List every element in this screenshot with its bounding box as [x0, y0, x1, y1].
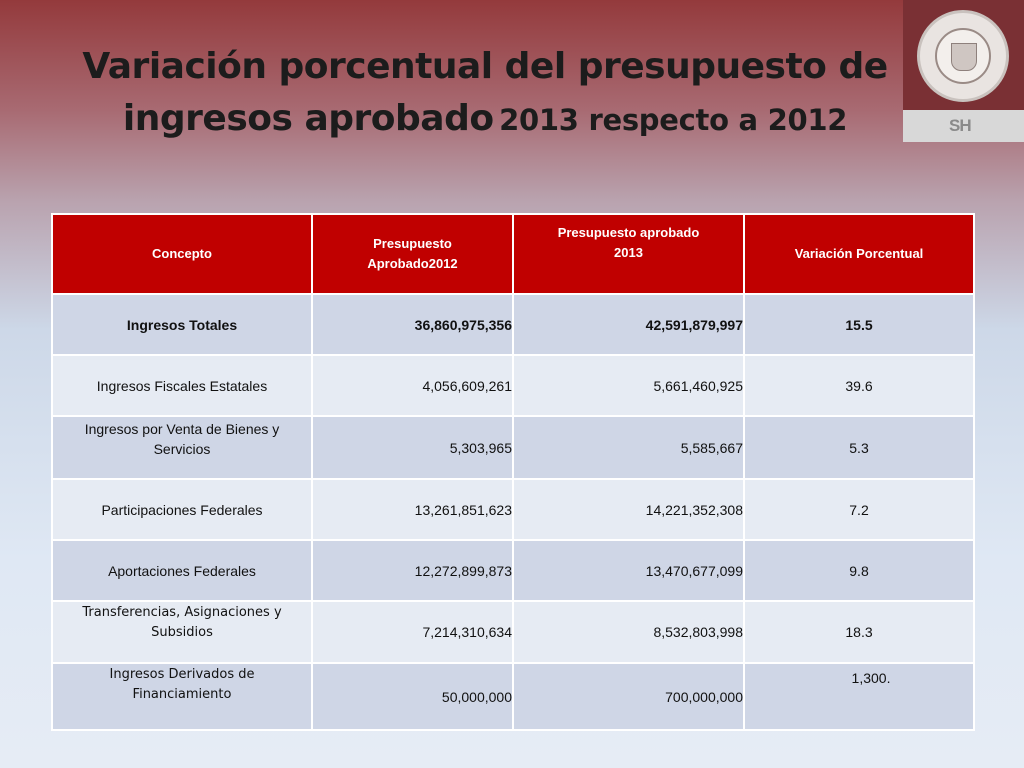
row-concepto: Transferencias, Asignaciones y Subsidios — [52, 601, 312, 663]
header-variacion: Variación Porcentual — [744, 214, 974, 294]
table-row — [52, 355, 974, 416]
row-p2012: 7,214,310,634 — [312, 601, 513, 663]
shield-icon — [951, 43, 977, 71]
table-row — [52, 601, 974, 663]
row-p2013: 42,591,879,997 — [513, 294, 744, 355]
row-p2012: 13,261,851,623 — [312, 479, 513, 540]
row-concepto: Aportaciones Federales — [52, 540, 312, 601]
row-variacion: 7.2 — [744, 479, 974, 540]
table-row — [52, 663, 974, 730]
row-concepto: Participaciones Federales — [52, 479, 312, 540]
row-concepto: Ingresos Totales — [52, 294, 312, 355]
table-row — [52, 540, 974, 601]
row-variacion: 18.3 — [744, 601, 974, 663]
title-part-3: 2013 respecto a 2012 — [499, 103, 848, 137]
seal-icon — [917, 10, 1009, 102]
row-variacion: 39.6 — [744, 355, 974, 416]
row-variacion: 15.5 — [744, 294, 974, 355]
row-variacion: 9.8 — [744, 540, 974, 601]
row-concepto: Ingresos Derivados de Financiamiento — [52, 663, 312, 730]
row-variacion: 1,300. — [744, 663, 974, 730]
row-p2012: 4,056,609,261 — [312, 355, 513, 416]
title-part-1: Variación porcentual del presupuesto de — [82, 46, 888, 87]
header-concepto: Concepto — [52, 214, 312, 294]
logo-label: SH — [903, 110, 1024, 142]
row-variacion: 5.3 — [744, 416, 974, 479]
table-row — [52, 416, 974, 479]
row-p2012: 5,303,965 — [312, 416, 513, 479]
row-p2013: 14,221,352,308 — [513, 479, 744, 540]
table-row — [52, 479, 974, 540]
header-presupuesto-2013: Presupuesto aprobado 2013 — [513, 214, 744, 294]
title-part-2: ingresos aprobado — [122, 98, 494, 139]
page-title — [60, 44, 910, 148]
row-p2012: 12,272,899,873 — [312, 540, 513, 601]
table-row — [52, 294, 974, 355]
institution-logo — [903, 0, 1024, 142]
header-presupuesto-2012: Presupuesto Aprobado2012 — [312, 214, 513, 294]
row-p2012: 50,000,000 — [312, 663, 513, 730]
row-p2013: 700,000,000 — [513, 663, 744, 730]
row-p2013: 13,470,677,099 — [513, 540, 744, 601]
row-p2013: 5,585,667 — [513, 416, 744, 479]
table-header-row — [52, 214, 974, 294]
row-p2013: 5,661,460,925 — [513, 355, 744, 416]
row-p2013: 8,532,803,998 — [513, 601, 744, 663]
row-concepto: Ingresos Fiscales Estatales — [52, 355, 312, 416]
budget-table — [51, 213, 975, 731]
row-concepto: Ingresos por Venta de Bienes y Servicios — [52, 416, 312, 479]
row-p2012: 36,860,975,356 — [312, 294, 513, 355]
